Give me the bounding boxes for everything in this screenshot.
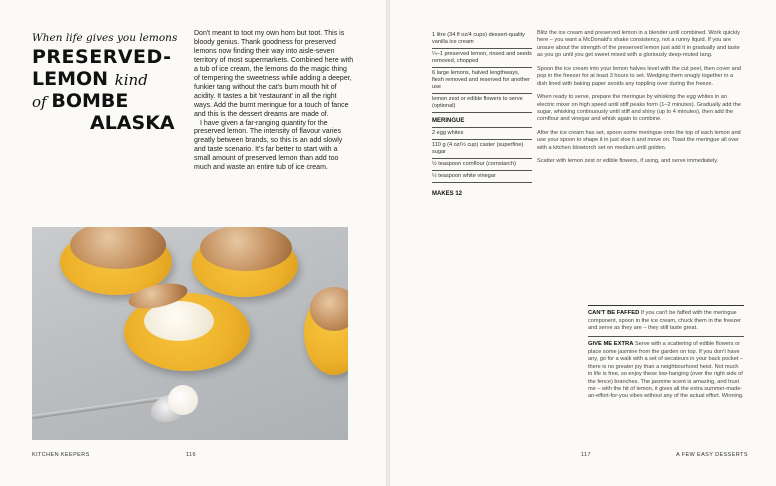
intro-paragraph-2: I have given a far-ranging quantity for the preserved lemon. The intensity of flavour varies greatly between brands, so this is an add slowly and taste scenario. It's far better to start with a small amount of preserved lemon than add too much and waste an entire tub of ice cream. [194,119,343,172]
recipe-kicker: When life gives you lemons [32,32,178,44]
method-step: Scatter with lemon zest or edible flowers, if using, and serve immediately. [537,158,719,165]
title-line-3-main: BOMBE [51,89,129,112]
page-number-left: 116 [186,452,196,458]
recipe-intro [194,30,354,173]
tip-text: If you can't be faffed with the meringue component, spoon in the ice cream, chuck them in the freezer and serve as they are – they still taste great. [588,310,741,332]
tip-label: GIVE ME EXTRA [588,341,634,348]
meringue-top [200,227,292,271]
running-footer-right: A FEW EASY DESSERTS [676,452,748,458]
page-number-right: 117 [581,452,591,458]
title-line-3-script: of [32,92,52,111]
running-footer-left: KITCHEN KEEPERS [32,452,90,458]
left-page [0,0,386,486]
tip-label: CAN'T BE FAFFED [588,310,640,316]
ingredient-item: 6 large lemons, halved lengthways, flesh removed and reserved for another use [432,68,532,94]
meringue-item: ½ teaspoon cornflour (cornstarch) [432,159,532,171]
title-line-2-script: kind [114,70,148,89]
method-step: Blitz the ice cream and preserved lemon in a blender until combined. Work quickly here – you want a McDonald's shake consistency, not a runny liquid. If you are unsure about the strength of the preserved lemon just add it in gradually and taste as you go until you get sweet mixed with a gloriously deep-muted tang. [537,30,740,59]
title-line-3 [32,89,192,112]
title-line-2 [32,67,192,90]
method-step: Spoon the ice cream into your lemon halves level with the cut peel, then cover and pop in the freezer for at least 3 hours to set. Wedging them snugly together in a dish lined with baking paper avoids any toppling over during the freeze. [537,65,741,87]
tip-text: Serve with a scattering of edible flowers or place some jasmine from the garden on top. If you don't have any, go for a walk with a set of secateurs in your back pocket – there is no greater joy than a neighbourhood heist. Not much in life is free, so enjoy these low-hanging (over the right side of the fence) branches. The jasmine scent is amazing, and trust me – with the hit of lemon, it gives all the extra summer-made-an-effort-for-you vibes without any of the actual effort. Winning. [588,341,744,400]
recipe-title [32,48,192,134]
ingredient-item: 1 litre (34 fl oz/4 cups) dessert-quality vanilla ice cream [432,30,532,49]
method-step: After the ice cream has set, spoon some meringue onto the top of each lemon and use your spoon to shape it in just sloe it and move on. Toast the meringue all over with a kitchen blowtorch set on medium until golden. [537,129,741,151]
method-steps [537,30,743,172]
ingredients-list [432,30,532,199]
title-line-2-main: LEMON [32,67,115,90]
meringue-heading: MERINGUE [432,115,532,129]
ingredient-item: ¼–1 preserved lemon, rinsed and seeds removed, chopped [432,49,532,68]
tips-box [588,305,744,405]
spoon-ice-cream [168,385,198,415]
tip-give-me-extra [588,336,744,404]
meringue-item: 2 egg whites [432,128,532,140]
recipe-yield: MAKES 12 [432,191,463,198]
meringue-item: ½ teaspoon white vinegar [432,171,532,183]
method-step: When ready to serve, prepare the meringue by whisking the egg whites in an electric mixer on high speed until stiff peaks form (1–2 minutes). Gradually add the sugar, whisking continuously until stiff and shiny (up to 4 minutes), then add the cornflour and vinegar and whisk again to combine. [537,94,741,123]
title-line-4: ALASKA [90,111,175,134]
tip-cant-be-faffed [588,306,744,336]
ingredient-item: lemon zest or edible flowers to serve (optional) [432,94,532,113]
title-line-1: PRESERVED- [32,46,172,68]
dessert-photo [32,227,348,440]
meringue-item: 110 g (4 oz/½ cup) caster (superfine) sugar [432,140,532,159]
right-page [390,0,776,486]
intro-paragraph-1: Don't meant to toot my own horn but toot. This is bloody genius. Thank goodness for preserved lemons now finding their way into aisle-seven territory of most supermarkets. Combined here with a tub of ice cream, the lemons do the magic thing of tempering the sweetness while adding a deeper, funkier tang without the cat's bum mouth hit of acidity. It tastes a bit 'restaurant' in all the right ways. Add the burnt meringue for a touch of fance and this is the dessert dreams are made of. [194,30,354,118]
